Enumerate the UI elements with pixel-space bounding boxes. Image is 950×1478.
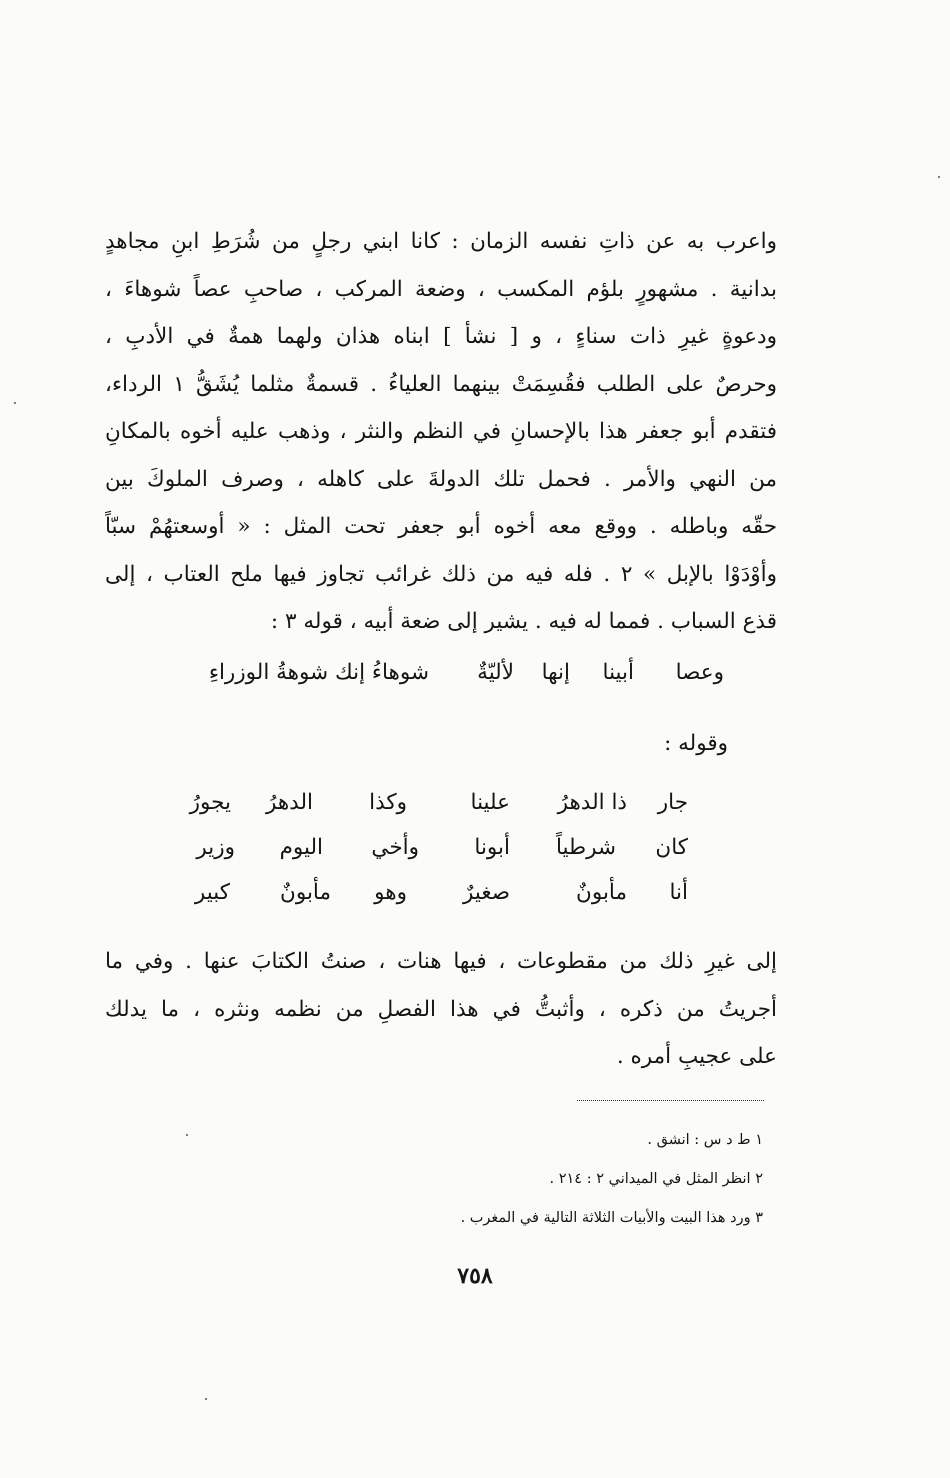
text-line: فتقدم أبو جعفر هذا بالإحسانِ في النظم والنثر ، وذهب عليه أخوه بالمكانِ [105,419,777,444]
verse-word: شرطياً [555,835,616,860]
footnote: ٢ انظر المثل في الميداني ٢ : ٢١٤ . [549,1171,763,1187]
text-line: ودعوةٍ غيرِ ذات سناءٍ ، و [ نشأ ] ابناه هذان ولهما همةٌ في الأدبِ ، [105,324,777,349]
verse-word: وزير [196,835,235,860]
text-line: حقّه وباطله . ووقع معه أخوه أبو جعفر تحت المثل : « أوسعتهُمْ سبّاً [105,514,777,539]
scan-speck [205,1398,207,1400]
verse-word: مأبونٌ [280,880,331,905]
verse-line [0,790,950,824]
scan-speck [14,402,16,404]
footnote-separator [577,1100,764,1101]
verse-line [0,660,950,694]
verse-word: وأخي [371,835,419,860]
text-line: على عجيبِ أمره . [616,1044,777,1069]
verse-word: ذا الدهرُ [557,790,627,815]
verse-word: أبونا [474,835,510,860]
text-line: واعرب به عن ذاتِ نفسه الزمان : كانا ابني رجلٍ من شُرَطِ ابنِ مجاهدٍ [105,229,777,254]
text-line: إلى غيرِ ذلك من مقطوعات ، فيها هنات ، صنتُ الكتابَ عنها . وفي ما [105,949,777,974]
verse-word: وعصا [675,660,724,685]
paragraph-2 [105,938,777,1081]
verse-word: أنا [669,880,688,905]
text-line: بدانية . مشهورٍ بلؤم المكسب ، وضعة المركب ، صاحبِ عصاً شوهاءَ ، [105,276,777,302]
verse-word: جار [657,790,688,815]
page-number: ٧٥٨ [457,1263,493,1289]
verse-word: كبير [194,880,230,905]
paragraph-1 [105,218,777,646]
text-line: أجريتُ من ذكره ، وأثبتُّ في هذا الفصلِ من نظمه ونثره ، ما يدلك [105,996,777,1022]
verse-word: وكذا [369,790,407,815]
verse-word: إنها [541,660,570,685]
footnote: ٣ ورد هذا البيت والأبيات الثلاثة التالية في المغرب . [460,1210,763,1226]
verse-word: علينا [470,790,510,815]
verse-word: وهو [374,880,407,905]
text-line: قذع السباب . فمما له فيه . يشير إلى ضعة أبيه ، قوله ٣ : [270,609,777,634]
verse-word: كان [655,835,688,860]
verse-line [0,880,950,914]
verse-word: يجورُ [189,790,231,815]
text-line: وحرصٌ على الطلب فقُسِمَتْ بينهما العلياءُ . قسمةٌ مثلما يُشَقُّ ١ الرداء، [105,371,777,397]
verse-word: اليوم [279,835,323,860]
verse-word: أبينا [602,660,634,685]
verse-intro: وقوله : [664,731,728,756]
scan-speck [186,1134,188,1136]
verse-word: مأبونٌ [576,880,627,905]
scan-speck [938,176,940,178]
text-line: من النهي والأمر . فحمل تلك الدولةَ على كاهله ، وصرف الملوكَ بين [105,466,777,492]
verse-word: لأليّةٌ [477,660,514,685]
verse-word: صغيرٌ [463,880,510,905]
text-line: وأوْدَوْا بالإبل » ٢ . فله فيه من ذلك غرائب تجاوز فيها ملح العتاب ، إلى [105,561,777,587]
verse-line [0,835,950,869]
verse-hemistich: شوهاءُ إنك شوهةُ الوزراءِ [208,660,429,685]
verse-word: الدهرُ [265,790,313,815]
footnote: ١ ط د س : انشق . [647,1132,763,1148]
